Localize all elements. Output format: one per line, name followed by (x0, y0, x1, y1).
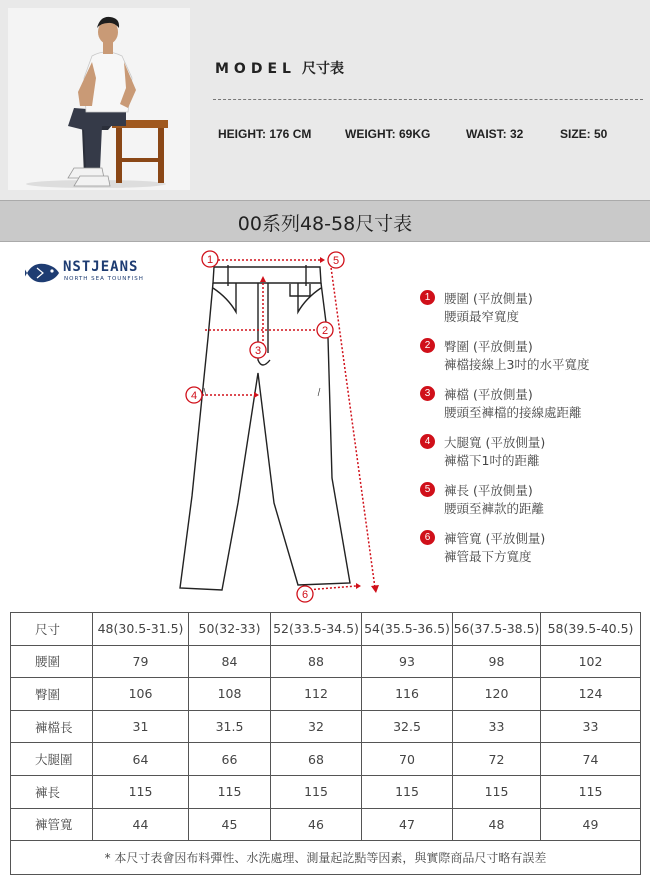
legend-title: 褲長 (平放側量) (444, 483, 533, 498)
model-photo (8, 8, 190, 190)
fish-icon (25, 260, 61, 286)
legend-desc: 褲檔接線上3吋的水平寬度 (444, 357, 590, 372)
model-title (215, 58, 344, 78)
model-height: HEIGHT: 176 CM (218, 127, 312, 141)
marker-5 (328, 252, 344, 268)
legend-title: 大腿寬 (平放側量) (444, 435, 546, 450)
legend-desc: 腰頭至褲款的距離 (444, 501, 545, 516)
row-label: 腰圍 (11, 645, 93, 678)
table-cell: 32 (271, 710, 362, 743)
table-cell: 115 (189, 775, 271, 808)
row-label: 臀圍 (11, 678, 93, 711)
legend-title: 褲檔 (平放側量) (444, 387, 533, 402)
table-cell: 32.5 (362, 710, 453, 743)
legend-desc: 腰頭最窄寬度 (444, 309, 520, 324)
table-cell: 45 (189, 808, 271, 841)
table-cell: 72 (453, 743, 541, 776)
legend-number: 6 (420, 530, 435, 545)
marker-4 (186, 387, 202, 403)
table-cell: 88 (271, 645, 362, 678)
legend-desc: 褲管最下方寬度 (444, 549, 532, 564)
row-label: 褲管寬 (11, 808, 93, 841)
model-title-en: MODEL (215, 61, 296, 77)
marker-1 (202, 251, 218, 267)
table-cell: 48 (453, 808, 541, 841)
table-cell: 115 (453, 775, 541, 808)
table-note: * 本尺寸表會因布料彈性、水洗處理、測量起訖點等因素，與實際商品尺寸略有誤差 (11, 841, 641, 875)
model-weight: WEIGHT: 69KG (345, 127, 431, 141)
column-header: 54(35.5-36.5) (362, 613, 453, 646)
marker-6 (297, 586, 313, 602)
legend-item (420, 384, 650, 428)
pants-diagram (170, 248, 415, 608)
legend-title: 臀圍 (平放側量) (444, 339, 533, 354)
table-cell: 31 (93, 710, 189, 743)
column-header: 50(32-33) (189, 613, 271, 646)
table-header-row (11, 613, 641, 646)
model-size: SIZE: 50 (560, 127, 608, 141)
table-cell: 98 (453, 645, 541, 678)
marker-1-label: 1 (206, 254, 214, 266)
legend-title: 褲管寬 (平放側量) (444, 531, 546, 546)
legend-title: 腰圍 (平放側量) (444, 291, 533, 306)
table-corner: 尺寸 (11, 613, 93, 646)
marker-3 (250, 342, 266, 358)
table-note-row (11, 841, 641, 875)
table-cell: 47 (362, 808, 453, 841)
marker-6-label: 6 (301, 589, 309, 601)
table-cell: 93 (362, 645, 453, 678)
size-table (10, 612, 641, 875)
table-cell: 33 (453, 710, 541, 743)
table-row (11, 678, 641, 711)
table-cell: 116 (362, 678, 453, 711)
legend-item (420, 288, 650, 332)
table-cell: 44 (93, 808, 189, 841)
legend-number: 2 (420, 338, 435, 353)
marker-2-label: 2 (321, 325, 329, 337)
legend-item (420, 432, 650, 476)
divider (213, 99, 643, 100)
model-header (0, 0, 650, 200)
table-cell: 66 (189, 743, 271, 776)
model-waist: WAIST: 32 (466, 127, 524, 141)
size-chart-banner (0, 200, 650, 242)
table-cell: 124 (541, 678, 641, 711)
column-header: 52(33.5-34.5) (271, 613, 362, 646)
table-cell: 79 (93, 645, 189, 678)
marker-5-label: 5 (332, 255, 340, 267)
marker-2 (317, 322, 333, 338)
table-cell: 120 (453, 678, 541, 711)
table-cell: 64 (93, 743, 189, 776)
legend-desc: 褲檔下1吋的距離 (444, 453, 540, 468)
table-cell: 74 (541, 743, 641, 776)
legend-desc: 腰頭至褲檔的接線處距離 (444, 405, 582, 420)
column-header: 48(30.5-31.5) (93, 613, 189, 646)
table-cell: 115 (93, 775, 189, 808)
logo-tagline: NORTH SEA TOUNFISH (64, 276, 144, 282)
model-title-zh: 尺寸表 (301, 61, 344, 77)
legend-item (420, 336, 650, 380)
legend-item (420, 480, 650, 524)
marker-4-label: 4 (190, 390, 198, 402)
marker-3-label: 3 (254, 345, 262, 357)
brand-logo (25, 259, 165, 289)
table-cell: 102 (541, 645, 641, 678)
table-cell: 115 (362, 775, 453, 808)
legend-number: 3 (420, 386, 435, 401)
legend-number: 1 (420, 290, 435, 305)
row-label: 大腿圍 (11, 743, 93, 776)
table-row (11, 743, 641, 776)
table-cell: 115 (541, 775, 641, 808)
table-cell: 70 (362, 743, 453, 776)
row-label: 褲長 (11, 775, 93, 808)
table-cell: 68 (271, 743, 362, 776)
table-cell: 108 (189, 678, 271, 711)
table-row (11, 775, 641, 808)
table-row (11, 808, 641, 841)
table-row (11, 645, 641, 678)
table-row (11, 710, 641, 743)
table-cell: 49 (541, 808, 641, 841)
table-cell: 84 (189, 645, 271, 678)
row-label: 褲檔長 (11, 710, 93, 743)
logo-text: NSTJEANS (63, 259, 139, 275)
legend-item (420, 528, 650, 572)
table-cell: 46 (271, 808, 362, 841)
table-cell: 112 (271, 678, 362, 711)
table-cell: 106 (93, 678, 189, 711)
table-cell: 115 (271, 775, 362, 808)
banner-title: 00系列48-58尺寸表 (237, 213, 413, 235)
column-header: 58(39.5-40.5) (541, 613, 641, 646)
table-cell: 31.5 (189, 710, 271, 743)
column-header: 56(37.5-38.5) (453, 613, 541, 646)
table-cell: 33 (541, 710, 641, 743)
legend-number: 5 (420, 482, 435, 497)
legend-number: 4 (420, 434, 435, 449)
